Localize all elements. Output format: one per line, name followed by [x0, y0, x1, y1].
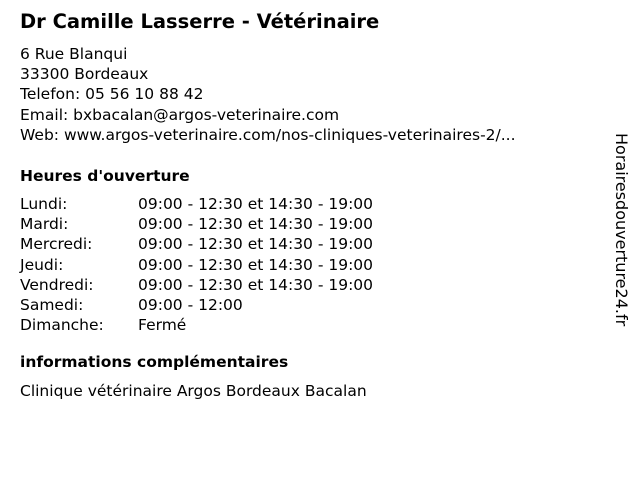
hours-row	[20, 315, 373, 335]
day-label: Mardi:	[20, 215, 69, 234]
page-title: Dr Camille Lasserre - Vétérinaire	[20, 10, 380, 33]
day-hours: 09:00 - 12:30 et 14:30 - 19:00	[138, 255, 374, 274]
hours-row	[20, 295, 373, 315]
business-card	[20, 9, 605, 402]
hours-heading: Heures d'ouverture	[20, 167, 190, 186]
address-block	[20, 44, 605, 145]
day-hours: 09:00 - 12:30 et 14:30 - 19:00	[138, 275, 374, 294]
phone-number: Telefon: 05 56 10 88 42	[20, 85, 204, 104]
day-hours: 09:00 - 12:00	[138, 296, 243, 315]
hours-table	[20, 194, 373, 335]
day-hours: Fermé	[138, 316, 187, 335]
day-label: Lundi:	[20, 195, 68, 214]
watermark-text: Horairesdouverture24.fr	[612, 133, 631, 327]
email-address: Email: bxbacalan@argos-veterinaire.com	[20, 105, 340, 124]
day-hours: 09:00 - 12:30 et 14:30 - 19:00	[138, 215, 374, 234]
street-address: 6 Rue Blanqui	[20, 45, 128, 63]
watermark	[612, 133, 634, 373]
info-text: Clinique vétérinaire Argos Bordeaux Bacalan	[20, 382, 367, 401]
day-label: Vendredi:	[20, 275, 94, 294]
city-address: 33300 Bordeaux	[20, 65, 149, 84]
day-label: Jeudi:	[20, 255, 64, 274]
day-label: Dimanche:	[20, 316, 104, 335]
hours-row	[20, 255, 373, 275]
day-label: Samedi:	[20, 296, 84, 315]
hours-row	[20, 214, 373, 234]
hours-row	[20, 194, 373, 214]
day-hours: 09:00 - 12:30 et 14:30 - 19:00	[138, 195, 374, 214]
hours-row	[20, 275, 373, 295]
day-label: Mercredi:	[20, 235, 93, 254]
hours-row	[20, 234, 373, 254]
day-hours: 09:00 - 12:30 et 14:30 - 19:00	[138, 235, 374, 254]
info-heading: informations complémentaires	[20, 353, 289, 372]
website-url: Web: www.argos-veterinaire.com/nos-cliniques-veterinaires-2/...	[20, 125, 516, 144]
